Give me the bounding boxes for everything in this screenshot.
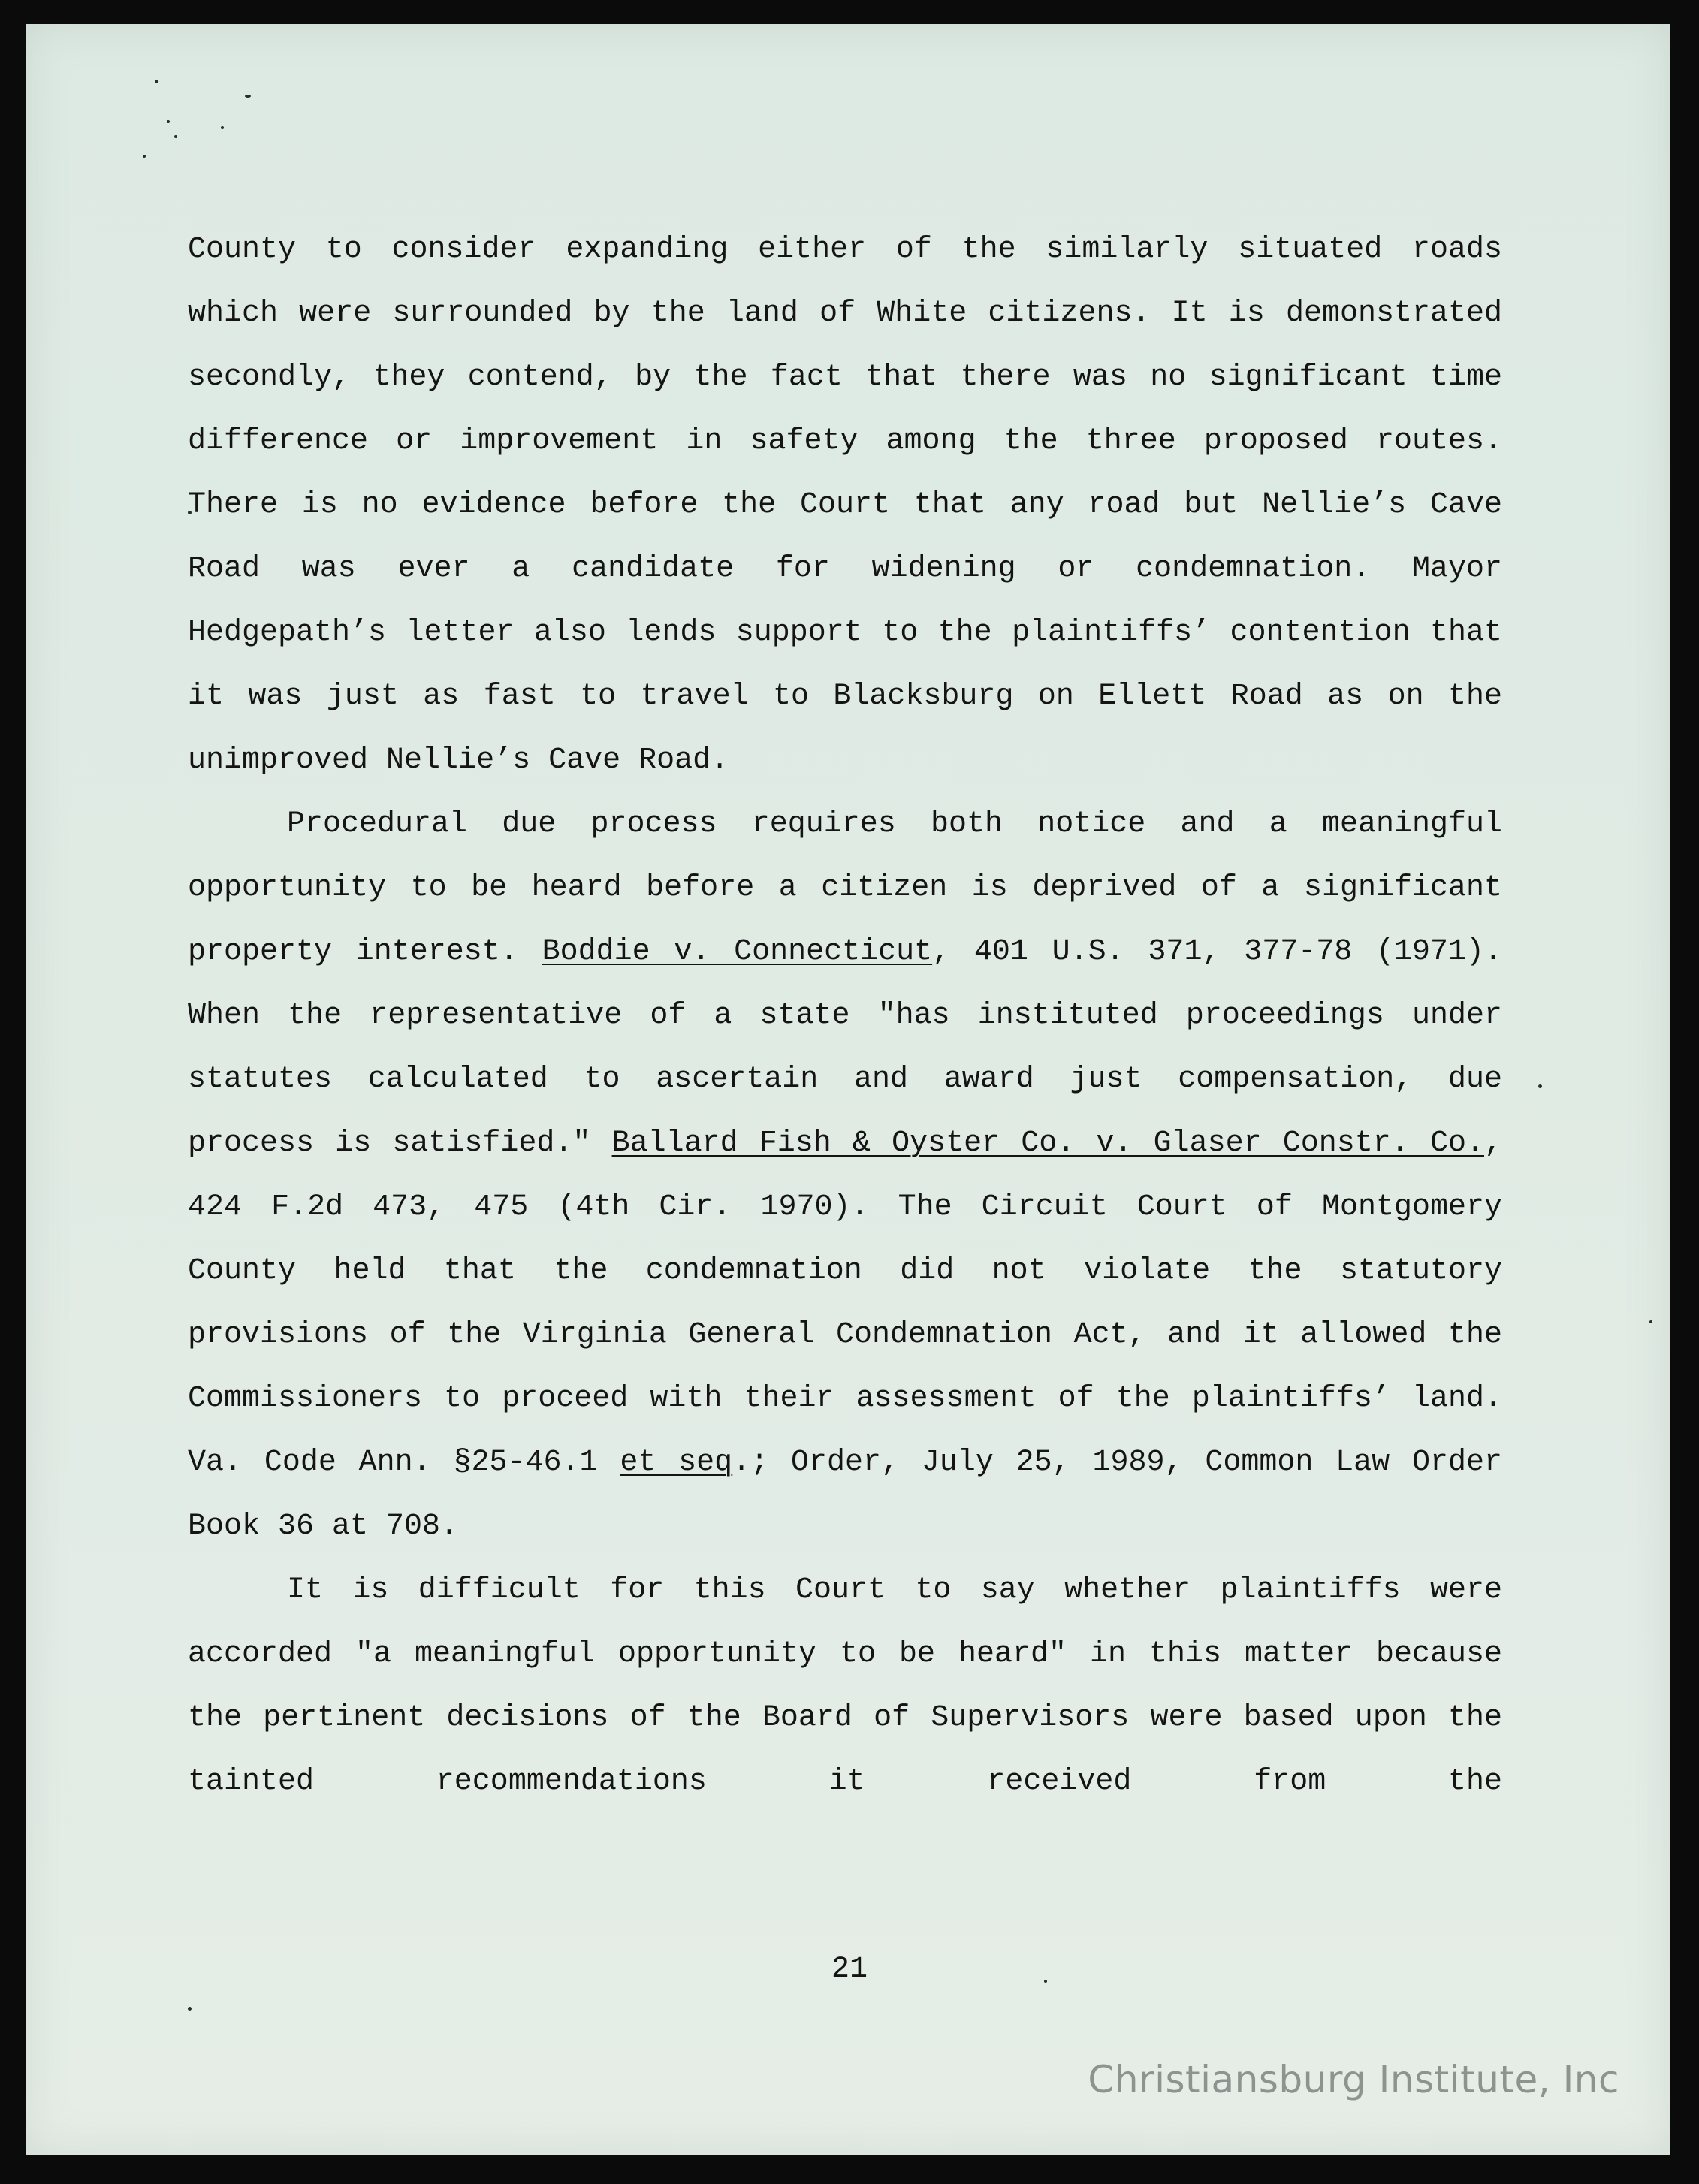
case-citation-boddie: Boddie v. Connecticut xyxy=(542,935,933,969)
speck-artifact xyxy=(245,95,251,98)
speck-artifact xyxy=(174,135,177,138)
paragraph-continuation xyxy=(188,218,1502,792)
paragraph-meaningful-opportunity xyxy=(188,1558,1502,1814)
text-segment: , 424 F.2d 473, 475 (4th Cir. 1970). The Circuit Court of Montgomery County held that the condemnation did not violate the statutory provisions of the Virginia General Condemnation Act, and it allowed the Commissioners to proceed with their assessment of the plaintiffs’ land. Va. Code Ann. §25-46.1 xyxy=(188,1127,1503,1480)
page-number: 21 xyxy=(831,1953,868,1986)
speck-artifact xyxy=(167,120,170,123)
case-citation-ballard: Ballard Fish & Oyster Co. v. Glaser Constr. Co. xyxy=(611,1127,1484,1160)
text-segment: County to consider expanding either of the similarly situated roads which were surrounded by the land of White citizens. It is demonstrated secondly, they contend, by the fact that there was no significant time difference or improvement in safety among the three proposed routes. There is no evidence before the Court that any road but Nellie’s Cave Road was ever a candidate for widening or condemnation. Mayor Hedgepath’s letter also lends support to the plaintiffs’ contention that it was just as fast to travel to Blacksburg on Ellett Road as on the unimproved Nellie’s Cave Road. xyxy=(188,233,1502,777)
speck-artifact xyxy=(143,155,146,158)
text-segment: .; Order, July 25, 1989, Common Law Order Book 36 at 708. xyxy=(188,1446,1502,1543)
speck-artifact xyxy=(188,2007,192,2011)
watermark-text: Christiansburg Institute, Inc xyxy=(1088,2058,1619,2101)
paragraph-procedural-due-process xyxy=(188,792,1502,1558)
speck-artifact xyxy=(221,126,224,129)
citation-et-seq: et seq xyxy=(620,1446,733,1480)
speck-artifact xyxy=(1538,1084,1542,1088)
speck-artifact xyxy=(155,80,158,83)
text-segment: It is difficult for this Court to say whether plaintiffs were accorded "a meaningful opportunity to be heard" in this matter because the pertinent decisions of the Board of Supervisors were based upon the tainted recommendations it received from the xyxy=(188,1573,1502,1799)
text-segment: , 401 U.S. 371, 377-78 (1971). When the representative of a state "has instituted proceedings under statutes calculated to ascertain and award just compensation, due process is satisfied." xyxy=(188,935,1502,1160)
document-body xyxy=(188,218,1502,1814)
speck-artifact xyxy=(1649,1320,1652,1323)
text-segment: Procedural due process requires both notice and a meaningful opportunity to be heard before a citizen is deprived of a significant property interest. xyxy=(188,807,1502,969)
